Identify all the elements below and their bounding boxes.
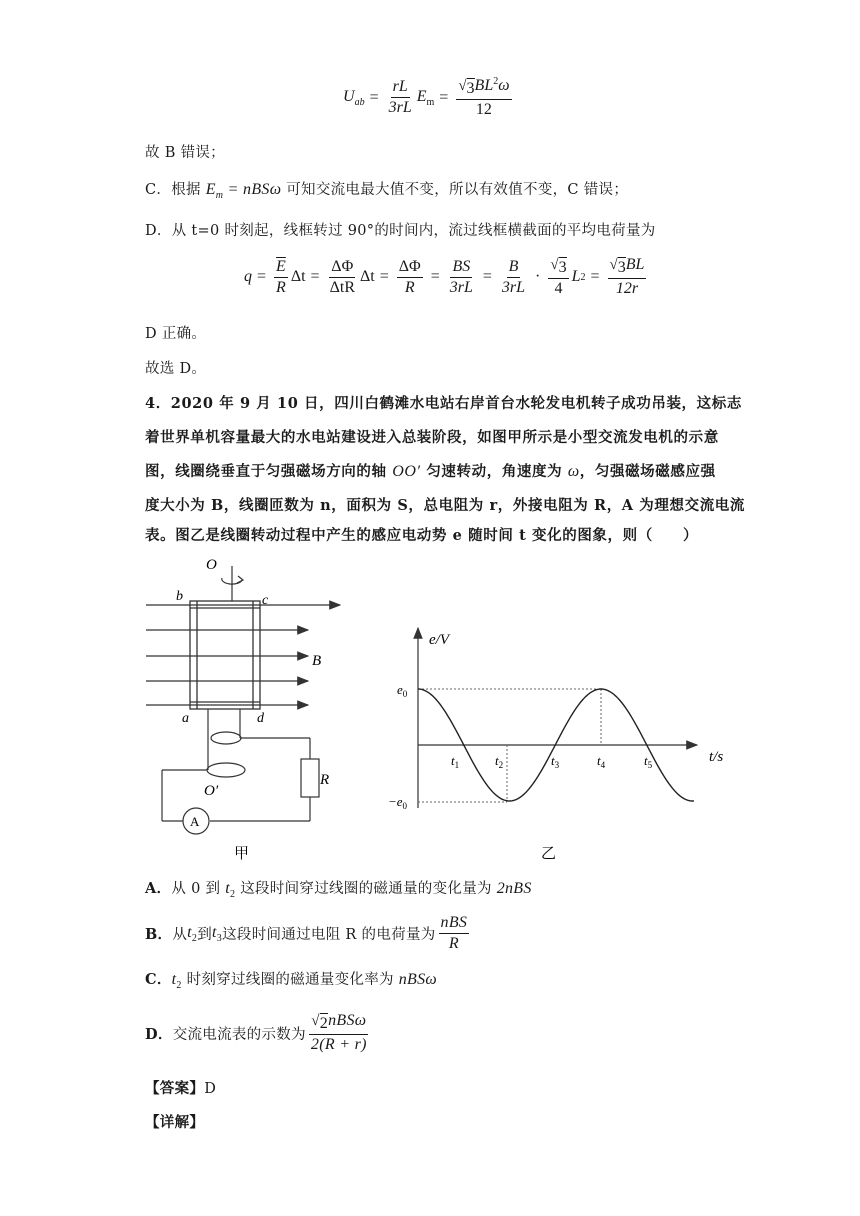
y-axis-label: e/V [429, 632, 449, 648]
caption-yi: 乙 [541, 846, 557, 862]
tick-t4: $t_4$ [597, 753, 606, 770]
text-d-correct: D 正确。 [145, 326, 207, 342]
equation-uab: $U_{ab}$ = $\frac{rL}{3rL}$ $E_m$ = √ 3 $BL^2\omega$ 12 [343, 76, 510, 119]
tick-t2: $t_2$ [495, 753, 504, 770]
label-resistor-r: R [320, 772, 330, 788]
question-4-line-3: 图，线圈绕垂直于匀强磁场方向的轴 OO′ 匀速转动，角速度为 ω，匀强磁场磁感应强 [145, 463, 716, 480]
fraction-rl: $\frac{rL}{3rL}$ [388, 78, 412, 117]
figure-emf-graph [385, 620, 765, 870]
text-b-wrong: 故 B 错误； [145, 145, 225, 161]
option-c[interactable]: C．$t_2$ 时刻穿过线圈的磁通量变化率为 nBSω [145, 971, 438, 991]
option-b[interactable]: B． 从 $t_2$ 到 $t_3$ 这段时间通过电阻 R 的电荷量为 $\frac{\text{nBS}}{R}$ [145, 914, 468, 953]
label-field-b: B [312, 653, 322, 669]
answer-line: 【答案】D [145, 1080, 217, 1097]
text-option-c-explain: C．根据 $E_m = nBS\omega$ 可知交流电最大值不变，所以有效值不变，C 错误； [145, 181, 629, 201]
tick-t1: $t_1$ [451, 753, 460, 770]
ammeter-label: A [190, 814, 200, 829]
x-axis-label: t/s [709, 749, 724, 765]
question-4-line-2: 着世界单机容量最大的水电站建设进入总装阶段，如图甲所示是小型交流发电机的示意 [145, 429, 719, 446]
caption-jia: 甲 [234, 846, 250, 862]
magnetic-field-lines [146, 605, 340, 705]
option-a[interactable]: A．从 0 到 $t_2$ 这段时间穿过线圈的磁通量的变化量为 2nBS [145, 880, 532, 900]
slip-rings-and-circuit [162, 709, 319, 834]
label-c: c [262, 593, 269, 608]
question-4-line-1: 4．2020 年 9 月 10 日，四川白鹤滩水电站右岸首台水轮发电机转子成功吊装，这标志 [145, 395, 742, 412]
uab-symbol: $U_{ab}$ [343, 87, 365, 108]
tick-t5: $t_5$ [644, 753, 653, 770]
rotation-axis [222, 566, 243, 601]
label-a: a [182, 711, 189, 726]
e0-label: $e_0$ [397, 682, 408, 699]
fraction-bl2w: √ 3 $BL^2\omega$ 12 [458, 76, 510, 119]
label-d: d [257, 711, 264, 726]
label-o: O [206, 557, 217, 573]
coil-frame [190, 601, 260, 709]
text-option-d-explain: D．从 t=0 时刻起，线框转过 90°的时间内，流过线框横截面的平均电荷量为 [145, 223, 656, 239]
figure-generator [140, 552, 360, 862]
text-choose-d: 故选 D。 [145, 361, 207, 377]
em-symbol: $E_m$ [416, 87, 435, 108]
option-d[interactable]: D． 交流电流表的示数为 √ 2 nBSω 2(R + r) [145, 1012, 367, 1054]
label-o-prime: O′ [204, 783, 219, 799]
label-b: b [176, 589, 183, 604]
detail-heading: 【详解】 [145, 1114, 205, 1131]
equation-charge: q = $\frac{\overline{E}}{R}$ Δt = $\frac{\Delta\Phi}{\text{ΔtR}}$ Δt = $\frac{\Delta\Phi}{R}$ = $\frac{BS}{3rL}$ = $\frac{B}{3rL}$ · √ 3 4 L 2 = √ 3 BL 12r [244, 256, 645, 298]
tick-t3: $t_3$ [551, 753, 560, 770]
question-4-line-4: 度大小为 B，线圈匝数为 n，面积为 S，总电阻为 r，外接电阻为 R，A 为理想交流电流 [145, 497, 745, 514]
neg-e0-label: $-e_0$ [388, 794, 408, 811]
question-4-line-5: 表。图乙是线圈转动过程中产生的感应电动势 e 随时间 t 变化的图象，则（ ） [145, 527, 699, 544]
